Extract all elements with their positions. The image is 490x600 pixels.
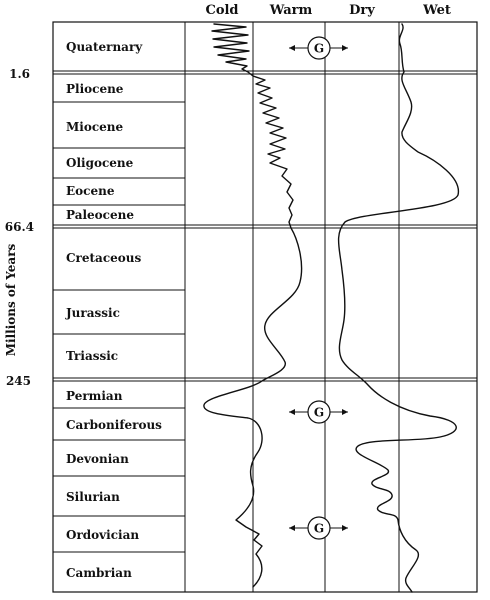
period-label-cambrian: Cambrian xyxy=(66,566,132,580)
period-label-triassic: Triassic xyxy=(66,349,119,363)
period-label-miocene: Miocene xyxy=(66,120,124,134)
period-label-jurassic: Jurassic xyxy=(66,306,120,320)
period-label-permian: Permian xyxy=(66,389,123,403)
age-label-1-6: 1.6 xyxy=(9,67,30,81)
period-label-cretaceous: Cretaceous xyxy=(66,251,142,265)
glaciation-letter: G xyxy=(313,405,325,420)
glaciation-letter: G xyxy=(313,41,325,56)
header-dry: Dry xyxy=(349,3,375,18)
header-warm: Warm xyxy=(269,3,313,18)
period-label-devonian: Devonian xyxy=(66,452,129,466)
glaciation-marker-quaternary xyxy=(289,37,348,59)
age-label-245: 245 xyxy=(5,374,31,388)
header-cold: Cold xyxy=(205,3,239,18)
era-boundary-1-6 xyxy=(53,71,477,74)
period-label-oligocene: Oligocene xyxy=(66,156,134,170)
age-label-66-4: 66.4 xyxy=(4,220,34,234)
glaciation-marker-ordovician xyxy=(289,517,348,539)
y-axis-title: Millions of Years xyxy=(4,243,18,357)
period-label-pliocene: Pliocene xyxy=(66,82,124,96)
period-label-eocene: Eocene xyxy=(66,184,115,198)
glaciation-marker-carboniferous xyxy=(289,401,348,423)
period-label-carboniferous: Carboniferous xyxy=(66,418,162,432)
period-label-paleocene: Paleocene xyxy=(66,208,134,222)
period-label-silurian: Silurian xyxy=(66,490,120,504)
period-label-quaternary: Quaternary xyxy=(66,40,143,54)
era-boundary-66-4 xyxy=(53,225,477,228)
glaciation-letter: G xyxy=(313,521,325,536)
header-wet: Wet xyxy=(423,3,451,18)
precipitation-curve xyxy=(339,24,459,592)
period-label-ordovician: Ordovician xyxy=(66,528,140,542)
